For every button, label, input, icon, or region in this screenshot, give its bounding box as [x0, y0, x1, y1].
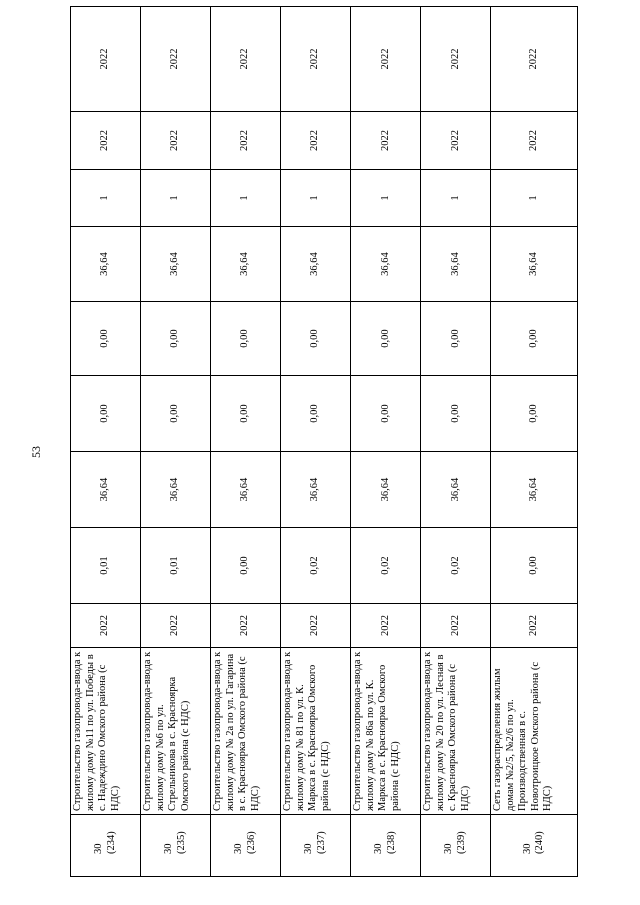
value-cell-c3: 2022	[351, 604, 421, 648]
value-cell-c9: 1	[71, 170, 141, 227]
value-cell-c9: 1	[421, 170, 491, 227]
value-cell-c9: 1	[281, 170, 351, 227]
object-name-cell: Строительство газопровода-ввода к жилому дому № 81 по ул. К. Маркса в с. Красноярка Омского района (с НДС)	[281, 648, 351, 815]
value-cell-c3: 2022	[491, 604, 578, 648]
value-cell-c7: 0,00	[351, 302, 421, 376]
table-row	[141, 7, 211, 877]
row-subnumber: (236)	[245, 831, 257, 854]
row-number: 30	[443, 843, 455, 854]
value-cell-c4: 0,00	[211, 528, 281, 604]
row-number-cell	[281, 815, 351, 877]
value-cell-c10: 2022	[141, 112, 211, 170]
value-cell-c8: 36,64	[211, 227, 281, 302]
row-subnumber: (237)	[315, 831, 327, 854]
row-number: 30	[93, 843, 105, 854]
row-number-cell	[71, 815, 141, 877]
row-number: 30	[163, 843, 175, 854]
value-cell-c5: 36,64	[71, 452, 141, 528]
value-cell-c8: 36,64	[281, 227, 351, 302]
value-cell-c6: 0,00	[71, 376, 141, 452]
value-cell-c7: 0,00	[281, 302, 351, 376]
value-cell-c5: 36,64	[421, 452, 491, 528]
object-name-cell: Строительство газопровода-ввода к жилому дому №11 по ул. Победы в с. Надеждино Омского района (с НДС)	[71, 648, 141, 815]
row-subnumber: (240)	[534, 831, 546, 854]
value-cell-c7: 0,00	[421, 302, 491, 376]
value-cell-c10: 2022	[421, 112, 491, 170]
row-number: 30	[233, 843, 245, 854]
row-subnumber: (234)	[105, 831, 117, 854]
object-name-cell: Строительство газопровода-ввода к жилому дому № 20 по ул. Лесная в с. Красноярка Омского района (с НДС)	[421, 648, 491, 815]
value-cell-c11: 2022	[141, 7, 211, 112]
value-cell-c6: 0,00	[281, 376, 351, 452]
value-cell-c11: 2022	[351, 7, 421, 112]
value-cell-c11: 2022	[491, 7, 578, 112]
row-number: 30	[521, 843, 533, 854]
value-cell-c5: 36,64	[141, 452, 211, 528]
value-cell-c10: 2022	[71, 112, 141, 170]
value-cell-c7: 0,00	[491, 302, 578, 376]
value-cell-c6: 0,00	[491, 376, 578, 452]
row-number-cell	[421, 815, 491, 877]
value-cell-c3: 2022	[141, 604, 211, 648]
value-cell-c7: 0,00	[211, 302, 281, 376]
value-cell-c5: 36,64	[281, 452, 351, 528]
value-cell-c8: 36,64	[71, 227, 141, 302]
value-cell-c3: 2022	[281, 604, 351, 648]
value-cell-c8: 36,64	[421, 227, 491, 302]
data-table	[70, 6, 578, 877]
table-row	[281, 7, 351, 877]
value-cell-c3: 2022	[421, 604, 491, 648]
value-cell-c5: 36,64	[211, 452, 281, 528]
value-cell-c6: 0,00	[141, 376, 211, 452]
object-name-cell: Сеть газораспределения жилым домам №2/5, №2/6 по ул. Производственная в с. Новотроицкое Омского района (с НДС)	[491, 648, 578, 815]
value-cell-c3: 2022	[71, 604, 141, 648]
value-cell-c10: 2022	[211, 112, 281, 170]
value-cell-c4: 0,02	[421, 528, 491, 604]
value-cell-c5: 36,64	[351, 452, 421, 528]
value-cell-c7: 0,00	[71, 302, 141, 376]
object-name-cell: Строительство газопровода-ввода к жилому дому № 86а по ул. К. Маркса в с. Красноярка Омского района (с НДС)	[351, 648, 421, 815]
value-cell-c4: 0,01	[71, 528, 141, 604]
value-cell-c10: 2022	[281, 112, 351, 170]
rotated-page	[70, 27, 578, 877]
table-row	[71, 7, 141, 877]
value-cell-c10: 2022	[351, 112, 421, 170]
value-cell-c4: 0,02	[281, 528, 351, 604]
value-cell-c9: 1	[211, 170, 281, 227]
row-number: 30	[373, 843, 385, 854]
value-cell-c8: 36,64	[351, 227, 421, 302]
value-cell-c7: 0,00	[141, 302, 211, 376]
value-cell-c3: 2022	[211, 604, 281, 648]
row-number-cell	[141, 815, 211, 877]
row-number-cell	[351, 815, 421, 877]
row-number-cell	[491, 815, 578, 877]
value-cell-c9: 1	[351, 170, 421, 227]
value-cell-c10: 2022	[491, 112, 578, 170]
value-cell-c6: 0,00	[421, 376, 491, 452]
value-cell-c11: 2022	[211, 7, 281, 112]
value-cell-c8: 36,64	[491, 227, 578, 302]
table-row	[491, 7, 578, 877]
row-number: 30	[303, 843, 315, 854]
value-cell-c8: 36,64	[141, 227, 211, 302]
row-subnumber: (239)	[455, 831, 467, 854]
value-cell-c4: 0,02	[351, 528, 421, 604]
value-cell-c11: 2022	[281, 7, 351, 112]
value-cell-c4: 0,00	[491, 528, 578, 604]
table-row	[351, 7, 421, 877]
value-cell-c9: 1	[141, 170, 211, 227]
value-cell-c5: 36,64	[491, 452, 578, 528]
value-cell-c11: 2022	[71, 7, 141, 112]
object-name-cell: Строительство газопровода-ввода к жилому дому №6 по ул. Стрельникова в с. Красноярка Омского района (с НДС)	[141, 648, 211, 815]
value-cell-c4: 0,01	[141, 528, 211, 604]
table-row	[421, 7, 491, 877]
value-cell-c6: 0,00	[211, 376, 281, 452]
table-row	[211, 7, 281, 877]
row-subnumber: (235)	[175, 831, 187, 854]
row-subnumber: (238)	[385, 831, 397, 854]
value-cell-c6: 0,00	[351, 376, 421, 452]
row-number-cell	[211, 815, 281, 877]
page-number: 53	[29, 446, 43, 458]
value-cell-c11: 2022	[421, 7, 491, 112]
object-name-cell: Строительство газопровода-ввода к жилому дому № 2а по ул. Гагарина в с. Красноярка Омского района (с НДС)	[211, 648, 281, 815]
value-cell-c9: 1	[491, 170, 578, 227]
